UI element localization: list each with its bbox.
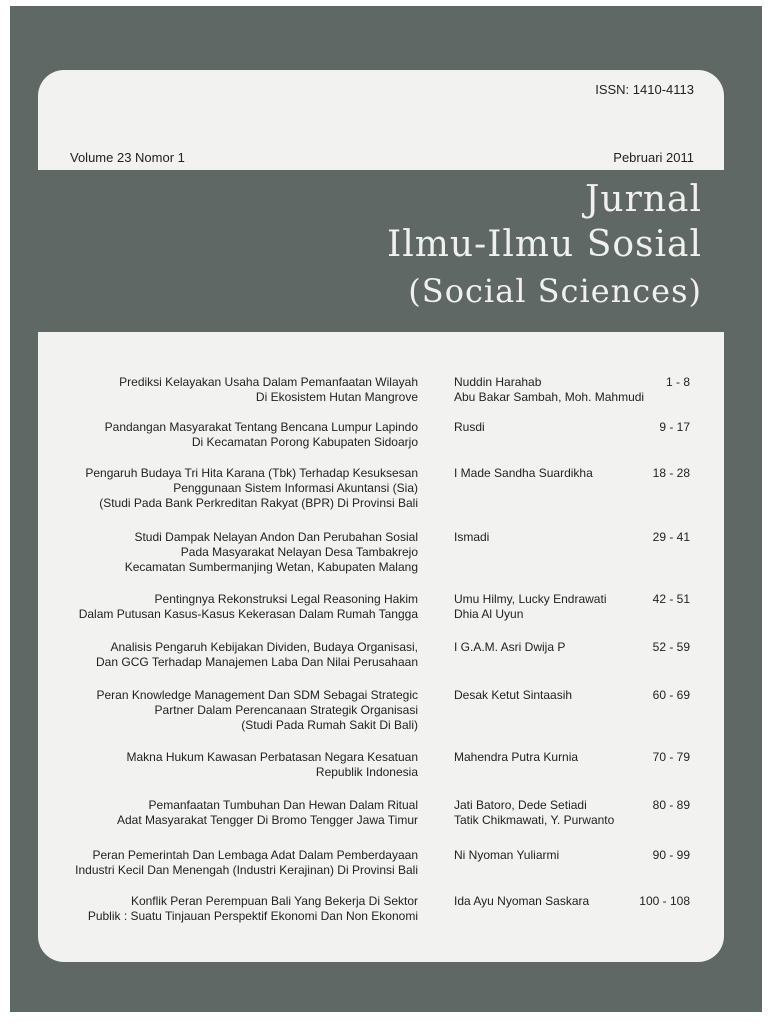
article-title <box>38 688 418 733</box>
article-title-line: Peran Pemerintah Dan Lembaga Adat Dalam Pemberdayaan <box>92 848 418 862</box>
article-title-line: Publik : Suatu Tinjauan Perspektif Ekonomi Dan Non Ekonomi <box>87 909 418 923</box>
article-pages: 70 - 79 <box>652 750 690 764</box>
article-title-line: Studi Dampak Nelayan Andon Dan Perubahan Sosial <box>134 530 418 544</box>
article-pages: 52 - 59 <box>652 640 690 654</box>
article-pages: 29 - 41 <box>652 530 690 544</box>
article-title-line: (Studi Pada Rumah Sakit Di Bali) <box>241 718 418 732</box>
article-title-line: Di Kecamatan Porong Kabupaten Sidoarjo <box>191 435 418 449</box>
article-title-line: Di Ekosistem Hutan Mangrove <box>255 390 418 404</box>
title-line-2: Ilmu-Ilmu Sosial <box>386 224 702 265</box>
article-title <box>38 640 418 670</box>
article-title-line: Pandangan Masyarakat Tentang Bencana Lumpur Lapindo <box>104 420 418 434</box>
article-pages: 42 - 51 <box>652 592 690 606</box>
issn-number: ISSN: 1410-4113 <box>595 82 694 97</box>
article-author-line: Ida Ayu Nyoman Saskara <box>454 894 590 908</box>
article-pages: 18 - 28 <box>652 466 690 480</box>
article-title <box>38 375 418 405</box>
article-title-line: Penggunaan Sistem Informasi Akuntansi (Sia) <box>173 481 418 495</box>
article-title-line: Prediksi Kelayakan Usaha Dalam Pemanfaatan Wilayah <box>119 375 418 389</box>
article-author-line: Umu Hilmy, Lucky Endrawati <box>454 592 607 606</box>
article-title-line: Republik Indonesia <box>315 765 418 779</box>
article-author-line: Ismadi <box>454 530 490 544</box>
article-title-line: Pengaruh Budaya Tri Hita Karana (Tbk) Terhadap Kesuksesan <box>85 466 418 480</box>
header-panel <box>38 70 724 170</box>
article-title <box>38 530 418 575</box>
article-title-line: Pentingnya Rekonstruksi Legal Reasoning Hakim <box>154 592 418 606</box>
article-title-line: Pemanfaatan Tumbuhan Dan Hewan Dalam Ritual <box>148 798 418 812</box>
article-pages: 90 - 99 <box>652 848 690 862</box>
volume-number: Volume 23 Nomor 1 <box>70 150 185 165</box>
article-author-line: Abu Bakar Sambah, Moh. Mahmudi <box>454 390 645 404</box>
article-title <box>38 750 418 780</box>
article-title <box>38 466 418 511</box>
journal-title <box>387 178 702 314</box>
article-title <box>38 798 418 828</box>
article-author-line: Mahendra Putra Kurnia <box>454 750 579 764</box>
article-title <box>38 592 418 622</box>
article-pages: 100 - 108 <box>639 894 690 908</box>
title-line-3: (Social Sciences) <box>408 272 702 310</box>
article-author-line: Dhia Al Uyun <box>454 607 524 621</box>
article-pages: 9 - 17 <box>659 420 690 434</box>
table-of-contents <box>38 332 724 962</box>
article-pages: 1 - 8 <box>665 375 690 389</box>
article-author-line: Nuddin Harahab <box>454 375 542 389</box>
article-title-line: Kecamatan Sumbermanjing Wetan, Kabupaten Malang <box>124 560 418 574</box>
article-title <box>38 894 418 924</box>
article-title-line: Peran Knowledge Management Dan SDM Sebagai Strategic <box>96 688 418 702</box>
issue-date: Pebruari 2011 <box>613 150 694 165</box>
article-title-line: (Studi Pada Bank Perkreditan Rakyat (BPR) Di Provinsi Bali <box>99 496 418 510</box>
article-pages: 60 - 69 <box>652 688 690 702</box>
article-title-line: Partner Dalam Perencanaan Strategik Organisasi <box>154 703 418 717</box>
article-author-line: Tatik Chikmawati, Y. Purwanto <box>454 813 615 827</box>
article-title-line: Adat Masyarakat Tengger Di Bromo Tengger Jawa Timur <box>116 813 418 827</box>
article-title-line: Analisis Pengaruh Kebijakan Dividen, Budaya Organisasi, <box>110 640 418 654</box>
article-title-line: Dan GCG Terhadap Manajemen Laba Dan Nilai Perusahaan <box>96 655 418 669</box>
article-pages: 80 - 89 <box>652 798 690 812</box>
article-author-line: I G.A.M. Asri Dwija P <box>454 640 566 654</box>
article-title-line: Dalam Putusan Kasus-Kasus Kekerasan Dalam Rumah Tangga <box>78 607 418 621</box>
article-title-line: Makna Hukum Kawasan Perbatasan Negara Kesatuan <box>126 750 418 764</box>
article-author-line: Jati Batoro, Dede Setiadi <box>454 798 587 812</box>
article-title <box>38 848 418 878</box>
article-title-line: Industri Kecil Dan Menengah (Industri Kerajinan) Di Provinsi Bali <box>75 863 418 877</box>
article-author-line: Ni Nyoman Yuliarmi <box>454 848 560 862</box>
article-title-line: Konflik Peran Perempuan Bali Yang Bekerja Di Sektor <box>130 894 418 908</box>
article-author-line: Desak Ketut Sintaasih <box>454 688 573 702</box>
article-author-line: I Made Sandha Suardikha <box>454 466 593 480</box>
title-line-1: Jurnal <box>585 179 702 220</box>
article-title <box>38 420 418 450</box>
article-author-line: Rusdi <box>454 420 485 434</box>
article-title-line: Pada Masyarakat Nelayan Desa Tambakrejo <box>180 545 418 559</box>
